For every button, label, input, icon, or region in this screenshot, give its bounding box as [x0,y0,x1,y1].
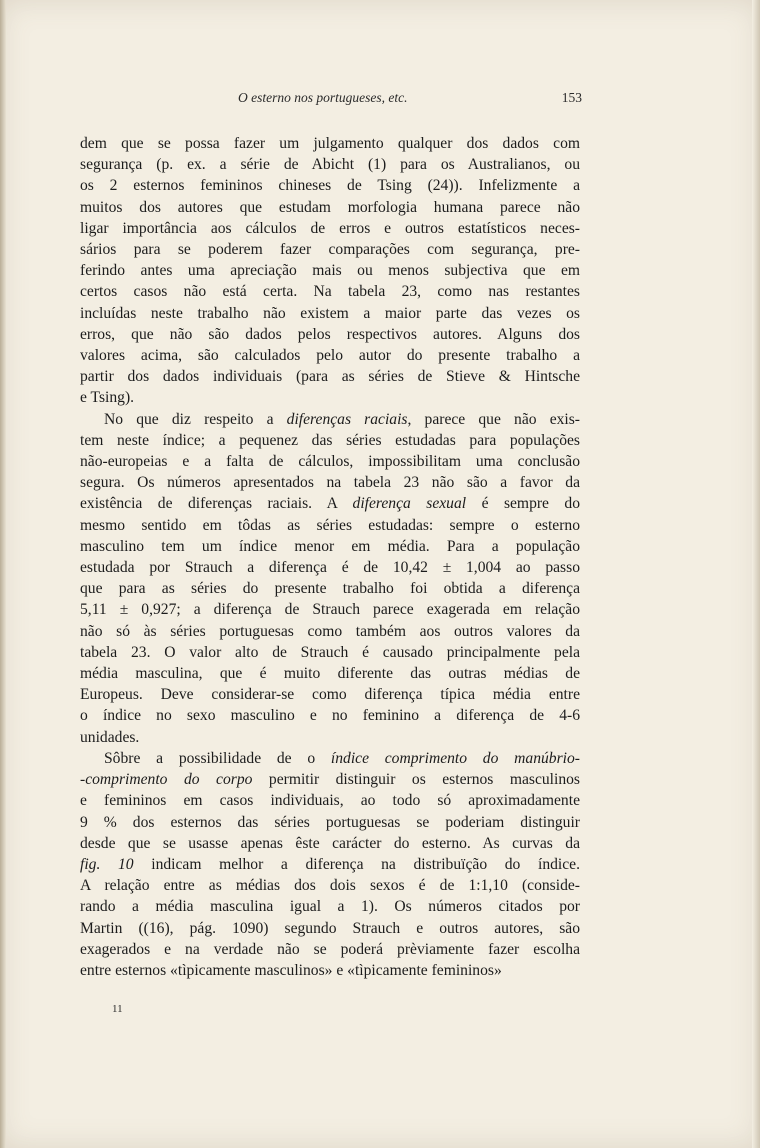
text-segment: Martin ((16), pág. 1090) segundo Strauch e outros autores, são [80,919,580,937]
text-segment: incluídas neste trabalho não existem a maior parte das vezes os [80,304,580,322]
text-segment: e femininos em casos individuais, ao todo só aproximadamente [80,792,580,810]
text-line [80,705,580,726]
text-segment: rando a média masculina igual a 1). Os números citados por [80,898,580,916]
text-line [80,621,580,642]
page-spine-shadow [0,0,6,1148]
text-segment: é sempre do [466,495,581,513]
text-segment: desde que se usasse apenas êste carácter do esterno. As curvas da [80,834,580,852]
paragraph [80,133,580,409]
text-segment: masculino tem um índice menor em média. Para a população [80,537,580,555]
text-line [80,197,580,218]
italic-text: -comprimento do corpo [80,771,253,789]
text-line [80,748,580,769]
text-segment: A relação entre as médias dos dois sexos é de 1:1,10 (conside- [80,877,580,895]
text-segment: não só às séries portuguesas como também aos outros valores da [80,622,580,640]
text-segment: partir dos dados individuais (para as séries de Stieve & Hintsche [80,368,580,386]
text-line [80,133,580,154]
text-segment: valores acima, são calculados pelo autor do presente trabalho a [80,347,580,365]
body-text [80,133,580,981]
text-segment: entre esternos «tìpicamente masculinos» e «tìpicamente femininos» [80,961,502,979]
italic-text: diferenças raciais [286,410,408,428]
text-segment: , parece que não exis- [407,410,581,428]
text-line [80,939,580,960]
text-segment: indicam melhor a diferença na distribuïção do índice. [133,855,580,873]
text-segment: dem que se possa fazer um julgamento qualquer dos dados com [80,135,580,152]
text-segment: o índice no sexo masculino e no feminino a diferença de 4-6 [80,707,580,725]
text-segment: estudada por Strauch a diferença é de 10,42 ± 1,004 ao passo [80,559,580,577]
text-line [80,918,580,939]
text-line [80,642,580,663]
text-line [80,684,580,705]
text-line [80,430,580,451]
text-segment: segurança (p. ex. a série de Abicht (1) para os Australianos, ou [80,156,580,174]
text-line [80,154,580,175]
text-line [80,218,580,239]
text-segment: Europeus. Deve considerar-se como diferença típica média entre [80,686,580,704]
text-line [80,727,580,748]
text-line [80,260,580,281]
text-line [80,663,580,684]
text-line [80,387,580,408]
text-line [80,175,580,196]
text-line [80,960,580,981]
text-segment: permitir distinguir os esternos masculinos [252,771,581,789]
running-title: O esterno nos portugueses, etc. [238,90,408,105]
text-line [80,833,580,854]
italic-text: índice comprimento do manúbrio- [330,749,580,767]
text-line [80,875,580,896]
text-line [80,812,580,833]
text-line [80,493,580,514]
paragraph [80,748,580,981]
text-segment: 5,11 ± 0,927; a diferença de Strauch parece exagerada em relação [80,601,580,619]
text-line [80,536,580,557]
text-segment: sários para se poderem fazer comparações com segurança, pre- [80,241,580,259]
text-segment: exagerados e na verdade não se poderá prèviamente fazer escolha [80,940,580,958]
text-segment: tem neste índice; a pequenez das séries estudadas para populações [80,431,580,449]
text-line [80,854,580,875]
text-line [80,366,580,387]
text-segment: média masculina, que é muito diferente das outras médias de [80,665,580,683]
text-line [80,451,580,472]
italic-text: diferença sexual [352,495,467,513]
text-segment: existência de diferenças raciais. A [80,495,353,513]
text-segment: erros, que não são dados pelos respectivos autores. Alguns dos [80,325,580,343]
text-line [80,472,580,493]
text-segment: que para as séries do presente trabalho foi obtida a diferença [80,580,580,598]
text-segment: os 2 esternos femininos chineses de Tsing (24)). Infelizmente a [80,177,580,195]
text-line [80,324,580,345]
signature-mark: 11 [112,1003,123,1015]
text-segment: unidades. [80,728,140,746]
text-segment: não-europeias e a falta de cálculos, impossibilitam uma conclusão [80,453,580,471]
text-line [80,281,580,302]
text-segment: No que diz respeito a [104,410,287,428]
text-line [80,790,580,811]
text-line [80,769,580,790]
text-segment: 9 % dos esternos das séries portuguesas se poderiam distinguir [80,813,580,831]
running-head [78,90,584,110]
text-segment: mesmo sentido em tôdas as séries estudadas: sempre o esterno [80,516,580,534]
text-segment: certos casos não está certa. Na tabela 23, como nas restantes [80,283,580,301]
text-line [80,515,580,536]
text-segment: muitos dos autores que estudam morfologia humana parece não [80,198,580,216]
text-line [80,239,580,260]
text-line [80,599,580,620]
text-segment: segura. Os números apresentados na tabela 23 não são a favor da [80,474,580,492]
page-number: 153 [561,90,582,105]
paragraph [80,409,580,748]
italic-text: fig. 10 [80,855,134,873]
text-segment: ferindo antes uma apreciação mais ou menos subjectiva que em [80,262,580,280]
page-edge-shadow [752,0,760,1148]
text-line [80,303,580,324]
text-segment: Sôbre a possibilidade de o [104,749,331,767]
text-line [80,345,580,366]
text-line [80,896,580,917]
text-segment: tabela 23. O valor alto de Strauch é causado principalmente pela [80,643,580,661]
text-line [80,557,580,578]
text-segment: ligar importância aos cálculos de erros e outros estatísticos neces- [80,219,580,237]
text-segment: e Tsing). [80,389,135,407]
text-line [80,578,580,599]
text-line [80,409,580,430]
